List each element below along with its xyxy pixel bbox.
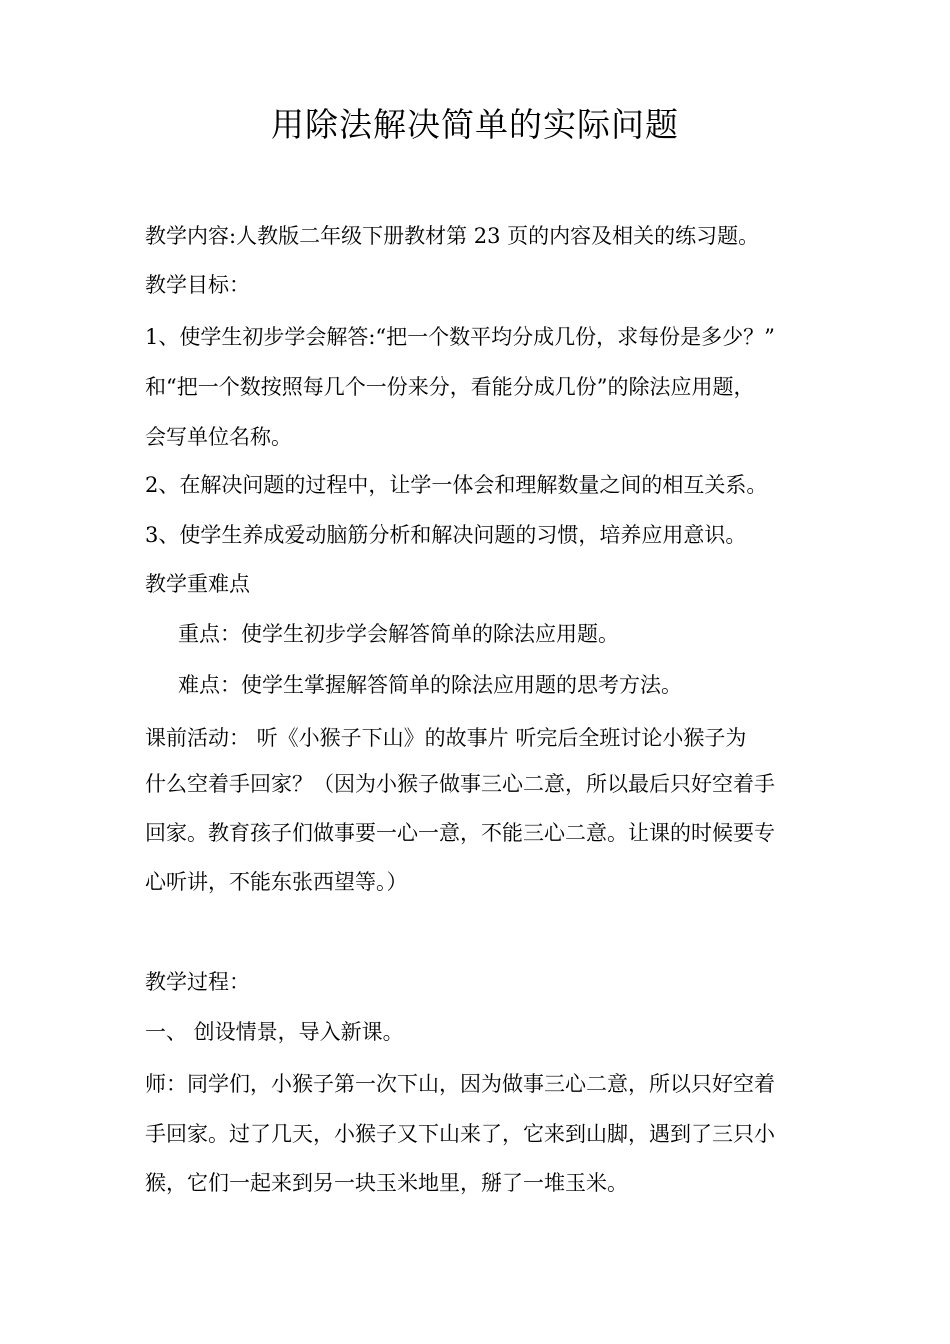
goal-1-line-1: 1、使学生初步学会解答:“把一个数平均分成几份，求每份是多少？”	[145, 325, 775, 349]
goal-2-line: 2、在解决问题的过程中，让学一体会和理解数量之间的相互关系。	[145, 473, 768, 497]
teaching-content-line: 教学内容:人教版二年级下册教材第 23 页的内容及相关的练习题。	[145, 224, 760, 248]
teaching-goals-heading: 教学目标：	[145, 273, 250, 297]
pre-class-activity-line-3: 回家。教育孩子们做事要一心一意，不能三心二意。让课的时候要专	[145, 821, 775, 845]
key-point-line: 重点：使学生初步学会解答简单的除法应用题。	[178, 622, 619, 646]
key-difficult-points-heading: 教学重难点	[145, 572, 250, 596]
teaching-process-heading: 教学过程：	[145, 970, 250, 994]
pre-class-activity-line-2: 什么空着手回家？（因为小猴子做事三心二意，所以最后只好空着手	[145, 772, 775, 796]
teacher-speech-line-2: 手回家。过了几天，小猴子又下山来了，它来到山脚，遇到了三只小	[145, 1122, 775, 1146]
section-one-heading: 一、 创设情景，导入新课。	[145, 1020, 404, 1044]
difficult-point-line: 难点：使学生掌握解答简单的除法应用题的思考方法。	[178, 673, 682, 697]
pre-class-activity-line-4: 心听讲，不能东张西望等。）	[145, 870, 408, 894]
teacher-speech-line-1: 师：同学们，小猴子第一次下山，因为做事三心二意，所以只好空着	[145, 1072, 775, 1096]
teacher-speech-line-3: 猴，它们一起来到另一块玉米地里，掰了一堆玉米。	[145, 1171, 628, 1195]
pre-class-activity-line-1: 课前活动： 听《小猴子下山》的故事片 听完后全班讨论小猴子为	[145, 726, 747, 750]
goal-1-line-2: 和“把一个数按照每几个一份来分，看能分成几份”的除法应用题，	[145, 375, 755, 399]
document-title: 用除法解决简单的实际问题	[271, 105, 679, 144]
goal-1-line-3: 会写单位名称。	[145, 425, 292, 449]
goal-3-line: 3、使学生养成爱动脑筋分析和解决问题的习惯，培养应用意识。	[145, 523, 747, 547]
